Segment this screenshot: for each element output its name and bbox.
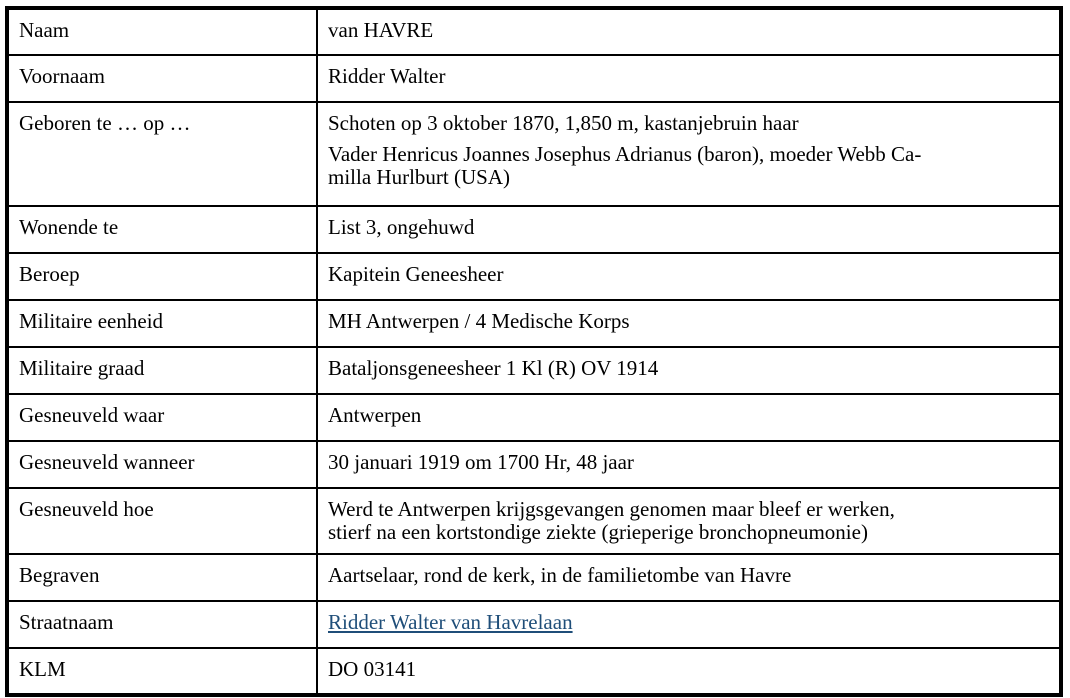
label-straatnaam: Straatnaam bbox=[7, 601, 317, 648]
table-row-begraven bbox=[7, 554, 1061, 601]
value-graad: Bataljonsgeneesheer 1 Kl (R) OV 1914 bbox=[317, 347, 1061, 394]
label-klm: KLM bbox=[7, 648, 317, 695]
hoe-line2: stierf na een kortstondige ziekte (grieperige bronchopneumonie) bbox=[328, 520, 868, 544]
value-beroep: Kapitein Geneesheer bbox=[317, 253, 1061, 300]
hoe-line1: Werd te Antwerpen krijgsgevangen genomen maar bleef er werken, bbox=[328, 497, 895, 521]
value-klm: DO 03141 bbox=[317, 648, 1061, 695]
label-eenheid: Militaire eenheid bbox=[7, 300, 317, 347]
geboren-parents bbox=[328, 143, 1049, 189]
table-row-waar bbox=[7, 394, 1061, 441]
table-row-voornaam bbox=[7, 55, 1061, 102]
value-wonende: List 3, ongehuwd bbox=[317, 206, 1061, 253]
label-wonende: Wonende te bbox=[7, 206, 317, 253]
label-wanneer: Gesneuveld wanneer bbox=[7, 441, 317, 488]
value-waar: Antwerpen bbox=[317, 394, 1061, 441]
value-wanneer: 30 januari 1919 om 1700 Hr, 48 jaar bbox=[317, 441, 1061, 488]
table-row-eenheid bbox=[7, 300, 1061, 347]
table-row-geboren bbox=[7, 102, 1061, 206]
table-row-wonende bbox=[7, 206, 1061, 253]
value-voornaam: Ridder Walter bbox=[317, 55, 1061, 102]
table-row-naam bbox=[7, 8, 1061, 55]
geboren-place-date: Schoten op 3 oktober 1870, 1,850 m, kastanjebruin haar bbox=[328, 111, 799, 135]
geboren-parents-line2: milla Hurlburt (USA) bbox=[328, 165, 510, 189]
info-table bbox=[5, 6, 1063, 697]
table-row-klm bbox=[7, 648, 1061, 695]
value-eenheid: MH Antwerpen / 4 Medische Korps bbox=[317, 300, 1061, 347]
table-row-wanneer bbox=[7, 441, 1061, 488]
straatnaam-link[interactable]: Ridder Walter van Havrelaan bbox=[328, 610, 573, 634]
label-waar: Gesneuveld waar bbox=[7, 394, 317, 441]
geboren-parents-line1: Vader Henricus Joannes Josephus Adrianus (baron), moeder Webb Ca- bbox=[328, 142, 922, 166]
value-hoe bbox=[317, 488, 1061, 554]
value-naam: van HAVRE bbox=[317, 8, 1061, 55]
label-geboren: Geboren te … op … bbox=[7, 102, 317, 206]
table-row-straatnaam bbox=[7, 601, 1061, 648]
label-beroep: Beroep bbox=[7, 253, 317, 300]
value-straatnaam bbox=[317, 601, 1061, 648]
label-hoe: Gesneuveld hoe bbox=[7, 488, 317, 554]
label-graad: Militaire graad bbox=[7, 347, 317, 394]
label-voornaam: Voornaam bbox=[7, 55, 317, 102]
table-row-beroep bbox=[7, 253, 1061, 300]
value-begraven: Aartselaar, rond de kerk, in de familietombe van Havre bbox=[317, 554, 1061, 601]
value-geboren bbox=[317, 102, 1061, 206]
table-row-graad bbox=[7, 347, 1061, 394]
label-begraven: Begraven bbox=[7, 554, 317, 601]
table-row-hoe bbox=[7, 488, 1061, 554]
label-naam: Naam bbox=[7, 8, 317, 55]
